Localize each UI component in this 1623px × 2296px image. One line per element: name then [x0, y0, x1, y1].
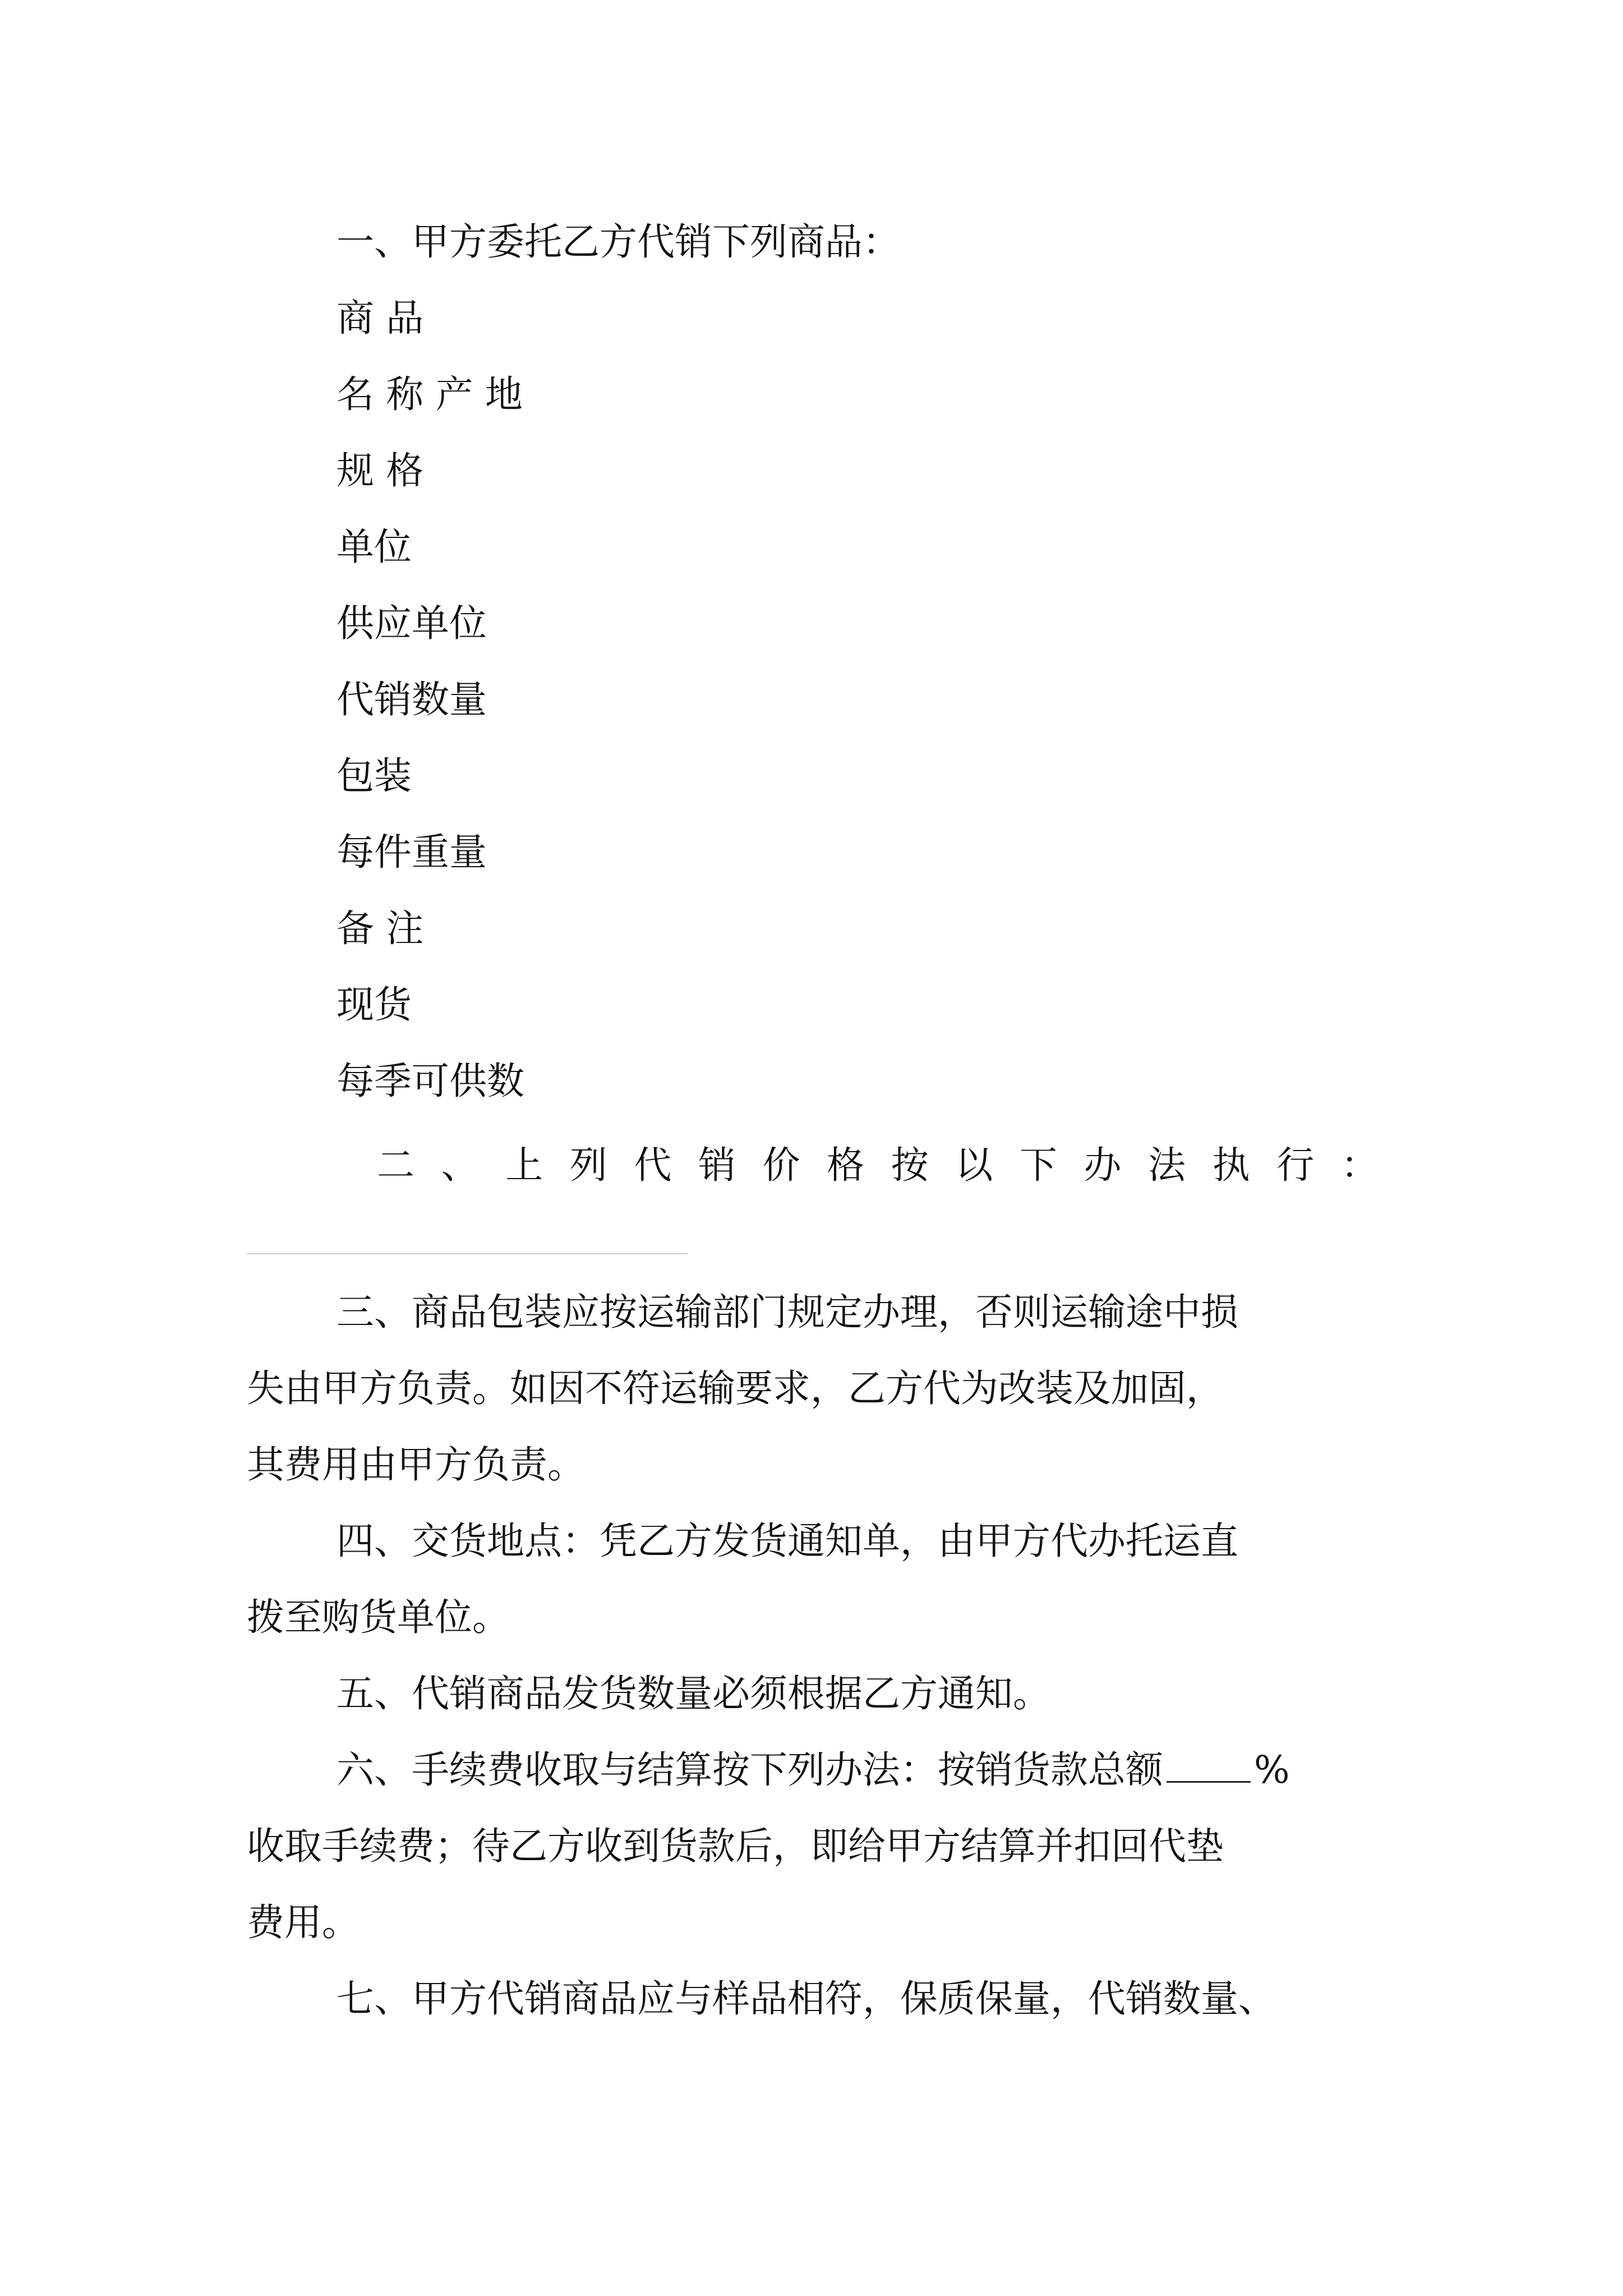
field-weight: 每件重量 — [336, 830, 487, 874]
section-2-char: 价 — [762, 1143, 800, 1187]
field-packaging: 包装 — [336, 754, 412, 798]
section-6-line-1-text: 六、手续费收取与结算按下列办法：按销货款总额 — [336, 1748, 1163, 1792]
section-3-line-1: 三、商品包装应按运输部门规定办理，否则运输途中损 — [336, 1290, 1238, 1334]
section-3-line-2: 失由甲方负责。如因不符运输要求，乙方代为改装及加固， — [247, 1366, 1224, 1410]
section-2-char: 销 — [698, 1143, 736, 1187]
section-1-heading: 一、甲方委托乙方代销下列商品： — [336, 220, 900, 264]
section-6-line-1 — [336, 1745, 1290, 1795]
section-2-char: 办 — [1083, 1143, 1122, 1187]
field-product: 商 品 — [336, 296, 424, 340]
section-2-char: 代 — [634, 1143, 672, 1187]
fee-percentage-blank — [1166, 1751, 1251, 1783]
section-2-char: ： — [1340, 1143, 1378, 1187]
section-2-char: 以 — [955, 1143, 993, 1187]
section-2-heading — [377, 1140, 1378, 1190]
section-2-char: 下 — [1019, 1143, 1057, 1187]
section-2-char: 行 — [1276, 1143, 1315, 1187]
section-2-char: 按 — [891, 1143, 929, 1187]
divider-line — [247, 1253, 688, 1254]
field-remarks: 备 注 — [336, 907, 424, 950]
section-6-line-2: 收取手续费；待乙方收到货款后，即给甲方结算并扣回代垫 — [247, 1824, 1224, 1868]
section-4-line-2: 拨至购货单位。 — [247, 1595, 510, 1639]
section-2-char: 二 — [377, 1143, 414, 1187]
field-spec: 规 格 — [336, 449, 424, 493]
section-4-line-1: 四、交货地点：凭乙方发货通知单，由甲方代办托运直 — [336, 1519, 1238, 1563]
section-2-char: 列 — [569, 1143, 607, 1187]
field-supplier: 供应单位 — [336, 601, 487, 645]
section-2-char: 上 — [505, 1143, 543, 1187]
section-7-line: 七、甲方代销商品应与样品相符，保质保量，代销数量、 — [336, 1977, 1276, 2021]
percent-sign: % — [1254, 1748, 1290, 1792]
field-name-origin: 名 称 产 地 — [336, 372, 523, 416]
section-5-line: 五、代销商品发货数量必须根据乙方通知。 — [336, 1672, 1050, 1715]
field-quantity: 代销数量 — [336, 678, 487, 721]
section-6-line-3: 费用。 — [247, 1901, 359, 1944]
section-2-char: 法 — [1148, 1143, 1186, 1187]
field-quarterly-supply: 每季可供数 — [336, 1059, 524, 1103]
section-2-char: 执 — [1212, 1143, 1250, 1187]
section-3-line-3: 其费用由甲方负责。 — [247, 1443, 585, 1487]
section-2-char: 、 — [441, 1143, 479, 1187]
field-unit: 单位 — [336, 525, 412, 569]
section-2-char: 格 — [827, 1143, 865, 1187]
field-in-stock: 现货 — [336, 983, 412, 1027]
